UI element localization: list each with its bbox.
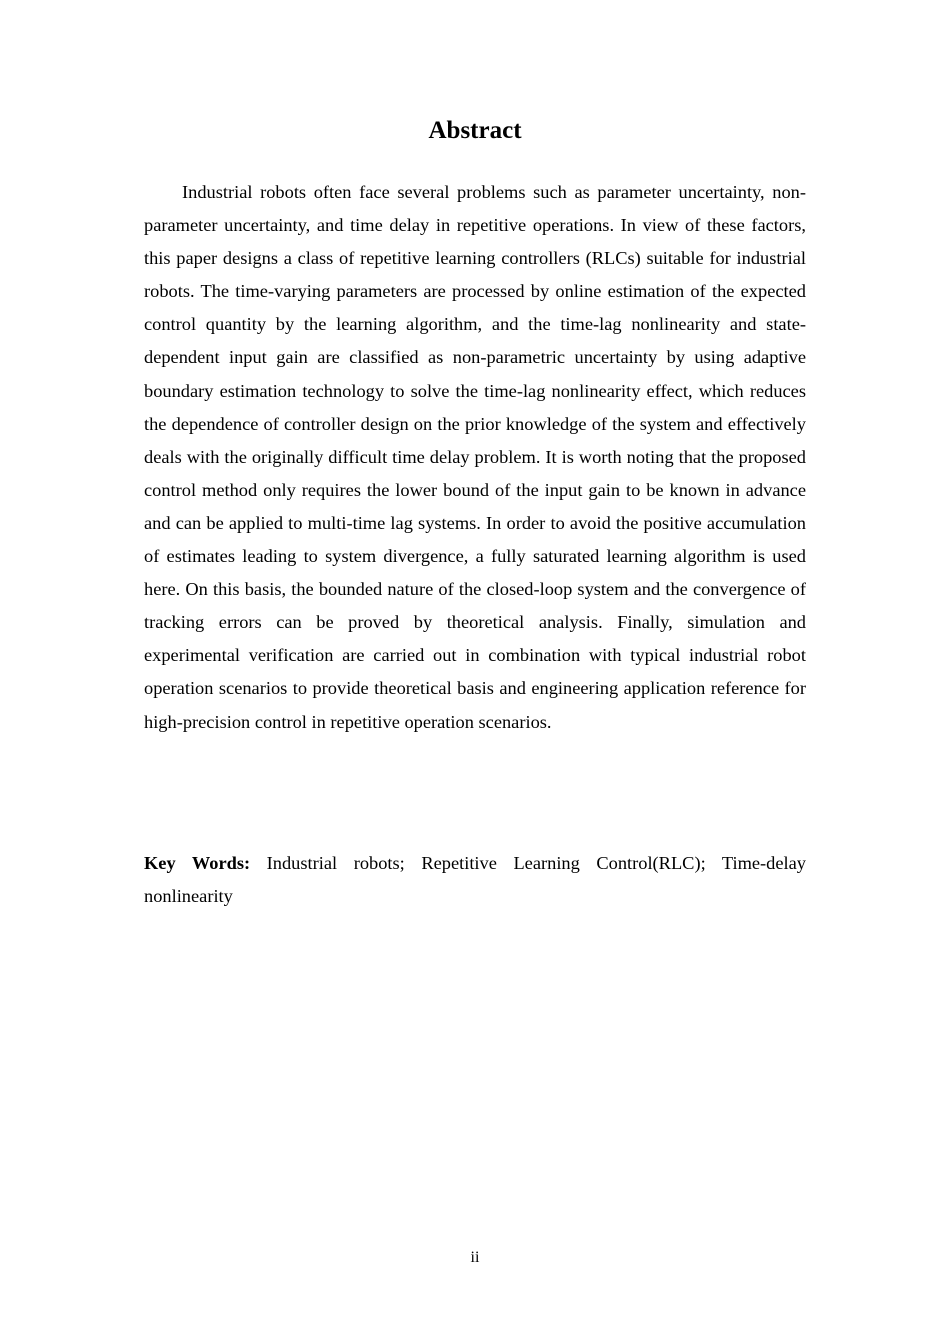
abstract-heading: Abstract	[428, 117, 522, 144]
page-number: ii	[470, 1249, 480, 1266]
keywords-text: Industrial robots; Repetitive Learning Control(RLC); Time-delay nonlinearity	[144, 853, 807, 907]
abstract-paragraph: Industrial robots often face several problems such as parameter uncertainty, non-parameter uncertainty, and time delay in repetitive operations. In view of these factors, this paper designs a class of repetitive learning controllers (RLCs) suitable for industrial robots. The time-varying parameters are processed by online estimation of the expected control quantity by the learning algorithm, and the time-lag nonlinearity and state-dependent input gain are classified as non-parametric uncertainty by using adaptive boundary estimation technology to solve the time-lag nonlinearity effect, which reduces the dependence of controller design on the prior knowledge of the system and effectively deals with the originally difficult time delay problem. It is worth noting that the proposed control method only requires the lower bound of the input gain to be known in advance and can be applied to multi-time lag systems. In order to avoid the positive accumulation of estimates leading to system divergence, a fully saturated learning algorithm is used here. On this basis, the bounded nature of the closed-loop system and the convergence of tracking errors can be proved by theoretical analysis. Finally, simulation and experimental verification are carried out in combination with typical industrial robot operation scenarios to provide theoretical basis and engineering application reference for high-precision control in repetitive operation scenarios.	[144, 182, 806, 732]
keywords-paragraph	[144, 847, 806, 913]
keywords-label: Key Words:	[144, 853, 251, 873]
